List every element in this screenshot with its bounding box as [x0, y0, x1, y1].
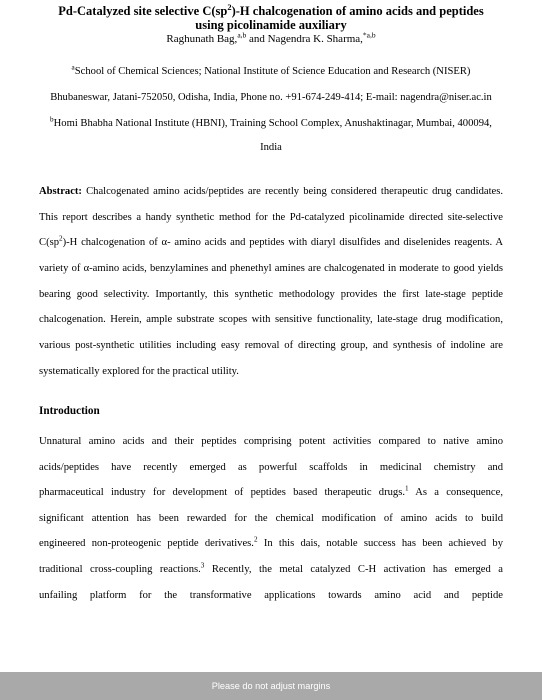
abstract-line: $C(sp^2)-H$ chalcogenation of α- amino acids and peptides with diaryl disulfides and diselenides reagents. A: [39, 234, 503, 249]
intro-line: engineered non-proteogenic peptide derivatives.$^2$ In this dais, notable success has been achieved by: [39, 535, 503, 550]
affiliation-a-line-2: Bhubaneswar, Jatani-752050, Odisha, India, Phone no. +91-674-249-414; E-mail: nagendra@niser.ac.in: [50, 92, 492, 103]
introduction-heading: Introduction: [39, 405, 100, 417]
abstract-line: various post-synthetic utilities including easy removal of directing group, and synthesis of indoline are: [39, 340, 503, 352]
intro-line: significant attention has been rewarded for the chemical modification of amino acids to build: [39, 512, 503, 524]
introduction-body: [39, 429, 503, 608]
author-2-affil: *a,b: [362, 30, 376, 40]
abstract-line: systematically explored for the practical utility.: [39, 365, 239, 377]
abstract-label: Abstract:: [39, 186, 82, 197]
affiliation-a-line-1: $^a$School of Chemical Sciences; National Institute of Science Education and Research (NISER): [71, 63, 471, 77]
intro-line: traditional cross-coupling reactions.$^3$ Recently, the metal catalyzed C-H activation has emerged a: [39, 561, 503, 575]
citation-2: 2: [253, 535, 258, 544]
abstract-line: variety of α-amino acids, benzylamines and phenethyl amines are chalcogenated in moderate to good yields: [39, 263, 503, 275]
affiliation-b-line-2: India: [260, 142, 282, 153]
intro-line: pharmaceutical industry for development of peptides based therapeutic drugs.$^1$ As a consequence,: [39, 484, 503, 499]
abstract-line: Abstract: Chalcogenated amino acids/peptides are recently being considered therapeutic drug candidates.: [39, 186, 503, 197]
intro-line: acids/peptides have recently emerged as powerful scaffolds in medicinal chemistry and: [39, 461, 503, 473]
abstract-line: bearing good selectivity. Importantly, this synthetic methodology provides the first late-stage peptide: [39, 288, 503, 300]
citation-1: 1: [404, 484, 409, 493]
intro-line: Unnatural amino acids and their peptides comprising potent activities compared to native amino: [39, 436, 503, 447]
author-list: [40, 30, 502, 46]
abstract-line: This report describes a handy synthetic method for the Pd-catalyzed picolinamide directed site-selective: [39, 211, 503, 223]
author-1: Raghunath Bag,: [166, 33, 238, 45]
abstract: [39, 179, 503, 385]
footer-bar: [0, 672, 542, 700]
footer-text: Please do not adjust margins: [211, 681, 331, 691]
affiliation-b-line-1: $^b$Homi Bhabha National Institute (HBNI), Training School Complex, Anushaktinagar, Mumbai, 400094,: [50, 115, 492, 129]
citation-3: 3: [200, 561, 205, 570]
abstract-line: chalcogenation. Herein, ample substrate scopes with sensitive functionality, late-stage drug modification,: [39, 314, 503, 326]
author-2: and Nagendra K. Sharma,: [246, 33, 363, 45]
paper-title: [40, 1, 502, 32]
title-line-2: using picolinamide auxiliary: [195, 18, 347, 32]
intro-line: unfailing platform for the transformative applications towards amino acid and peptide: [39, 589, 503, 601]
author-1-affil: a,b: [237, 30, 247, 40]
title-line-1: Pd-Catalyzed site selective $C(sp^2)-H$ chalcogenation of amino acids and peptides: [58, 1, 484, 18]
